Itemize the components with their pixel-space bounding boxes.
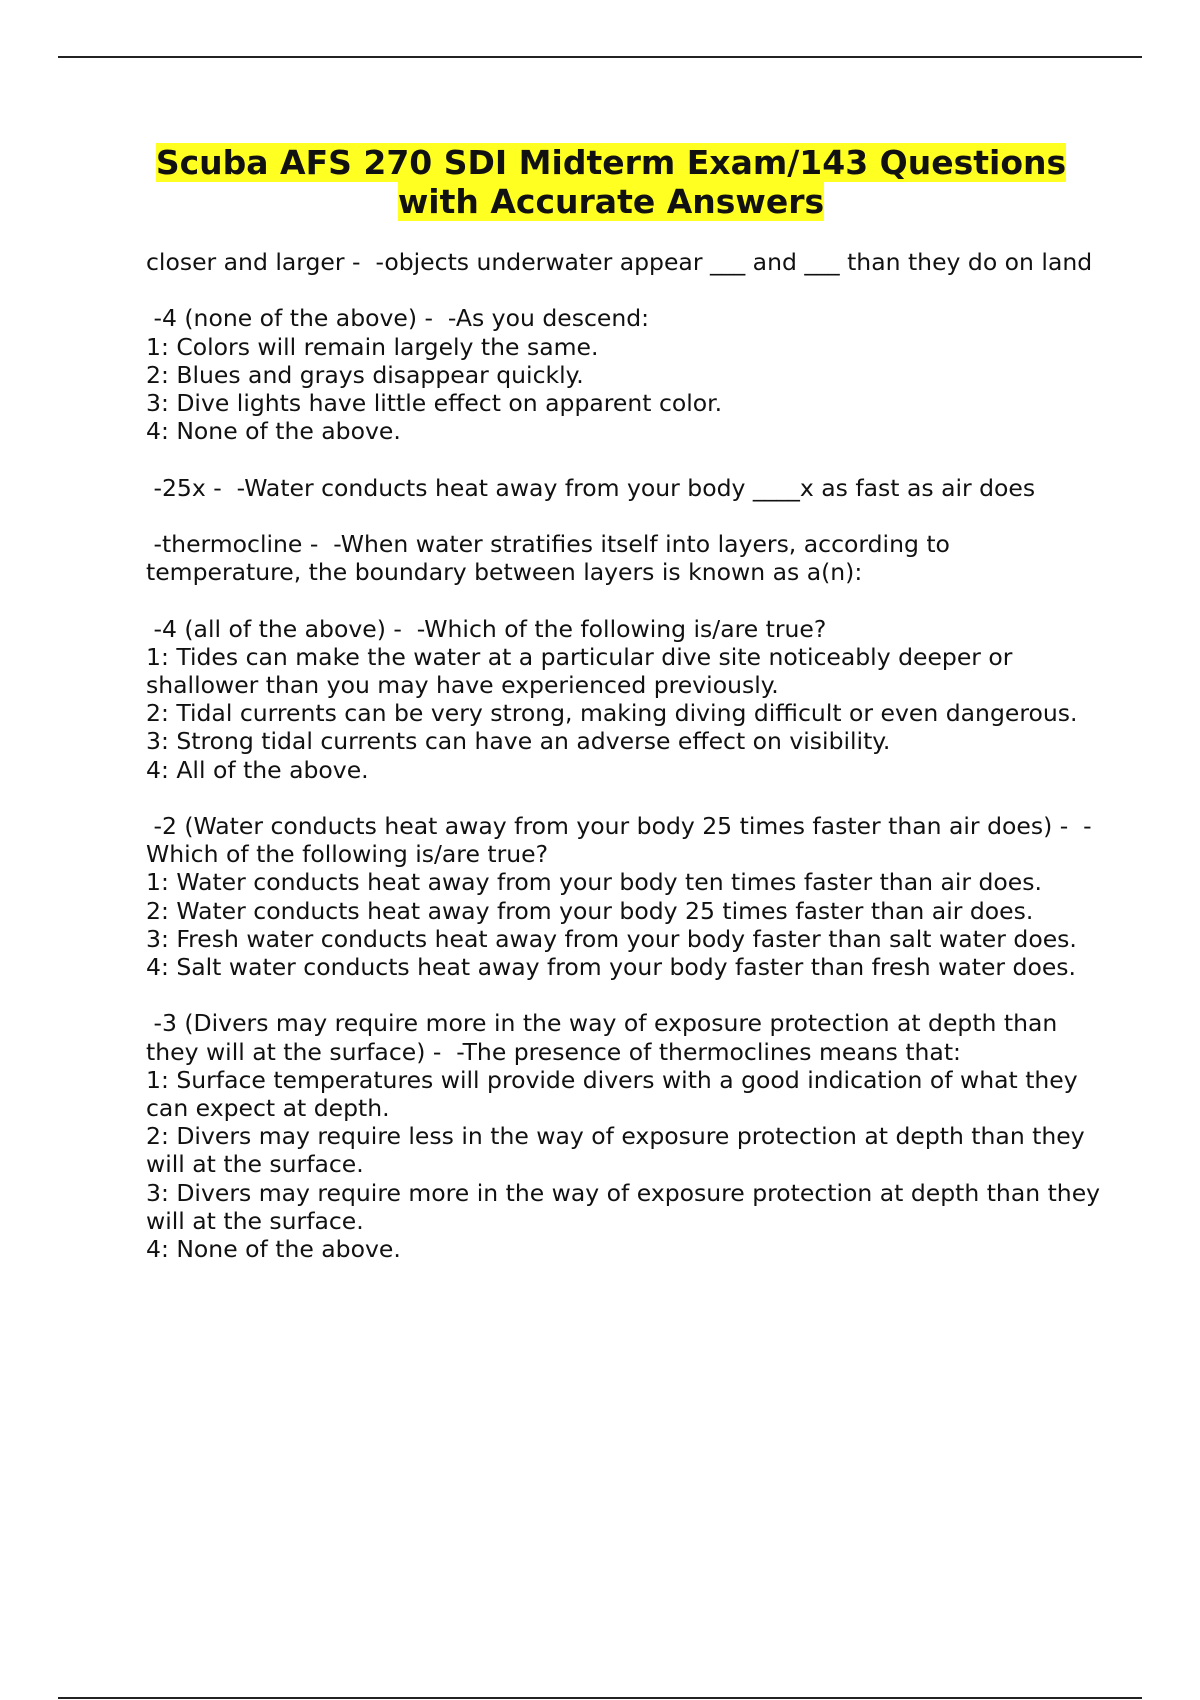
qa-block <box>146 615 1106 784</box>
qa-line: 2: Water conducts heat away from your body 25 times faster than air does. <box>146 896 1034 925</box>
qa-line: -25x - -Water conducts heat away from your body ____x as fast as air does <box>146 473 1036 502</box>
qa-line: closer and larger - -objects underwater appear ___ and ___ than they do on land <box>146 248 1093 276</box>
qa-block <box>146 474 1106 502</box>
qa-line: 1: Water conducts heat away from your body ten times faster than air does. <box>146 868 1042 897</box>
qa-block <box>146 304 1106 445</box>
qa-line: -3 (Divers may require more in the way of exposure protection at depth than they will at the surface) - -The presence of thermoclines means that: <box>146 1009 1065 1066</box>
qa-line: 4: None of the above. <box>146 417 401 446</box>
qa-block <box>146 812 1106 981</box>
document-title <box>146 143 1076 221</box>
bottom-rule <box>58 1697 1142 1699</box>
qa-line: 2: Divers may require less in the way of exposure protection at depth than they will at the surface. <box>146 1122 1093 1179</box>
qa-line: 1: Tides can make the water at a particular dive site noticeably deeper or shallower than you may have experienced previously. <box>146 642 1020 699</box>
qa-line: 1: Surface temperatures will provide divers with a good indication of what they can expect at depth. <box>146 1065 1086 1122</box>
qa-line: -2 (Water conducts heat away from your body 25 times faster than air does) - -Which of the following is/are true? <box>146 811 1092 869</box>
qa-line: 1: Colors will remain largely the same. <box>146 332 599 361</box>
qa-block <box>146 1009 1106 1263</box>
qa-line: -4 (all of the above) - -Which of the following is/are true? <box>146 614 827 643</box>
qa-line: 3: Divers may require more in the way of exposure protection at depth than they will at the surface. <box>146 1178 1108 1235</box>
qa-content <box>146 248 1106 1291</box>
qa-block <box>146 248 1106 276</box>
qa-line: 2: Blues and grays disappear quickly. <box>146 360 584 389</box>
qa-line: 3: Fresh water conducts heat away from your body faster than salt water does. <box>146 924 1077 953</box>
qa-line: 3: Dive lights have little effect on apparent color. <box>146 389 723 417</box>
top-rule <box>58 56 1142 58</box>
qa-line: 2: Tidal currents can be very strong, making diving difficult or even dangerous. <box>146 699 1078 728</box>
qa-line: 4: Salt water conducts heat away from your body faster than fresh water does. <box>146 953 1077 981</box>
title-highlight: Scuba AFS 270 SDI Midterm Exam/143 Questions with Accurate Answers <box>155 143 1067 221</box>
qa-line: 4: All of the above. <box>146 755 369 784</box>
qa-line: 3: Strong tidal currents can have an adverse effect on visibility. <box>146 727 891 756</box>
qa-line: -4 (none of the above) - -As you descend: <box>146 304 650 333</box>
qa-line: -thermocline - -When water stratifies itself into layers, according to temperature, the boundary between layers is known as a(n): <box>146 529 958 587</box>
qa-line: 4: None of the above. <box>146 1235 401 1264</box>
qa-block <box>146 530 1106 586</box>
